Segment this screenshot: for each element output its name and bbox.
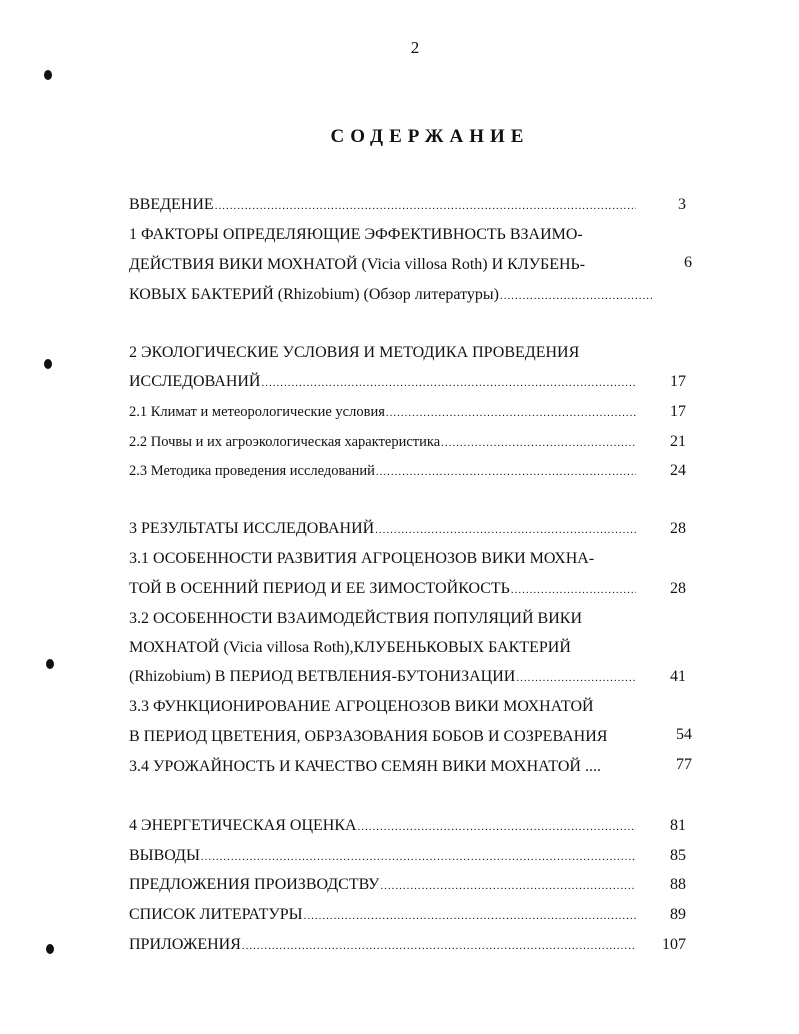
toc-entry-section-3-1-line1: [129, 548, 692, 570]
binder-hole-mark: [46, 659, 54, 669]
toc-leader-dots: [386, 401, 636, 424]
toc-entry-text: В ПЕРИОД ЦВЕТЕНИЯ, ОБРЗАЗОВАНИЯ БОБОВ И СОЗРЕВАНИЯ: [129, 728, 608, 745]
toc-entry-page: 77: [676, 756, 692, 773]
toc-entry-page: 85: [670, 847, 686, 864]
binder-hole-mark: [44, 359, 52, 369]
toc-entry-page: 17: [670, 373, 686, 390]
toc-entry-text: 2.1 Климат и метеорологические условия: [129, 404, 385, 420]
toc-entry-page: 6: [684, 254, 692, 271]
toc-entry-section-2-2: [129, 431, 692, 454]
toc-entry-section-3-4: [129, 756, 692, 778]
toc-entry-conclusions: [129, 845, 692, 868]
toc-entry-text: ПРЕДЛОЖЕНИЯ ПРОИЗВОДСТВУ: [129, 876, 380, 893]
toc-entry-text: (Rhizobium) В ПЕРИОД ВЕТВЛЕНИЯ-БУТОНИЗАЦИИ: [129, 668, 516, 685]
toc-leader-dots: [441, 431, 636, 454]
toc-leader-dots: [201, 845, 636, 868]
toc-entry-page: 28: [670, 580, 686, 597]
binder-hole-mark: [44, 70, 52, 80]
toc-leader-dots: [358, 815, 636, 838]
toc-leader-dots: [304, 904, 636, 927]
toc-entry-text: 3.2 ОСОБЕННОСТИ ВЗАИМОДЕЙСТВИЯ ПОПУЛЯЦИЙ ВИКИ: [129, 610, 582, 627]
toc-entry-text: ПРИЛОЖЕНИЯ: [129, 936, 241, 953]
toc-entry-page: 3: [678, 196, 686, 213]
toc-entry-page: 21: [670, 433, 686, 450]
toc-entry-text: СПИСОК ЛИТЕРАТУРЫ: [129, 906, 303, 923]
toc-entry-text: ТОЙ В ОСЕННИЙ ПЕРИОД И ЕЕ ЗИМОСТОЙКОСТЬ: [129, 580, 510, 597]
toc-entry-page: 54: [676, 726, 692, 743]
toc-entry-proposals: [129, 874, 692, 897]
toc-entry-intro: [129, 194, 692, 217]
toc-entry-references: [129, 904, 692, 927]
toc-entry-section-3-2-line3: [129, 666, 692, 689]
toc-entry-text: 2 ЭКОЛОГИЧЕСКИЕ УСЛОВИЯ И МЕТОДИКА ПРОВЕДЕНИЯ: [129, 344, 580, 361]
toc-entry-chapter3: [129, 518, 692, 541]
toc-entry-text: ВЫВОДЫ: [129, 847, 200, 864]
toc-entry-text: 4 ЭНЕРГЕТИЧЕСКАЯ ОЦЕНКА: [129, 817, 357, 834]
toc-entry-chapter1-line2: [129, 254, 692, 276]
toc-entry-page: 17: [670, 403, 686, 420]
page-number: 2: [410, 38, 420, 57]
toc-entry-text: ВВЕДЕНИЕ: [129, 196, 214, 213]
toc-leader-dots: [242, 934, 636, 957]
page-title: СОДЕРЖАНИЕ: [330, 126, 530, 147]
toc-entry-page: 89: [670, 906, 686, 923]
toc-entry-section-3-2-line1: [129, 608, 692, 630]
toc-entry-chapter2-line1: [129, 342, 692, 364]
toc-leader-dots: [215, 194, 636, 217]
toc-entry-section-3-3-line1: [129, 696, 692, 718]
binder-hole-mark: [46, 944, 54, 954]
toc-entry-page: 28: [670, 520, 686, 537]
toc-leader-dots: [516, 666, 636, 689]
toc-entry-text: 3.1 ОСОБЕННОСТИ РАЗВИТИЯ АГРОЦЕНОЗОВ ВИКИ МОХНА-: [129, 550, 595, 567]
toc-entry-section-2-1: [129, 401, 692, 424]
toc-entry-page: 88: [670, 876, 686, 893]
toc-entry-page: 81: [670, 817, 686, 834]
toc-entry-section-3-2-line2: [129, 637, 692, 659]
toc-entry-page: 24: [670, 462, 686, 479]
toc-leader-dots: [261, 371, 636, 394]
toc-entry-text: КОВЫХ БАКТЕРИЙ (Rhizobium) (Обзор литературы): [129, 286, 499, 303]
toc-entry-text: 3.3 ФУНКЦИОНИРОВАНИЕ АГРОЦЕНОЗОВ ВИКИ МОХНАТОЙ: [129, 698, 594, 715]
toc-entry-section-3-3-line2: [129, 726, 692, 748]
toc-entry-page: 41: [670, 668, 686, 685]
toc-entry-chapter4: [129, 815, 692, 838]
toc-leader-dots: [511, 578, 636, 601]
toc-entry-text: 3.4 УРОЖАЙНОСТЬ И КАЧЕСТВО СЕМЯН ВИКИ МОХНАТОЙ ....: [129, 758, 601, 775]
toc-entry-text: МОХНАТОЙ (Vicia villosa Roth),КЛУБЕНЬКОВЫХ БАКТЕРИЙ: [129, 639, 571, 656]
toc-leader-dots: [380, 874, 636, 897]
toc-entry-text: 1 ФАКТОРЫ ОПРЕДЕЛЯЮЩИЕ ЭФФЕКТИВНОСТЬ ВЗАИМО-: [129, 226, 583, 243]
toc-entry-chapter1-line1: [129, 224, 692, 246]
toc-entry-page: 107: [662, 936, 686, 953]
toc-entry-appendices: [129, 934, 692, 957]
toc-entry-text: 3 РЕЗУЛЬТАТЫ ИССЛЕДОВАНИЙ: [129, 520, 375, 537]
toc-leader-dots: [500, 284, 654, 307]
toc-entry-section-3-1-line2: [129, 578, 692, 601]
toc-entry-text: ИССЛЕДОВАНИЙ: [129, 373, 261, 390]
toc-entry-text: 2.2 Почвы и их агроэкологическая характеристика: [129, 434, 441, 450]
toc-leader-dots: [375, 518, 636, 541]
toc-leader-dots: [376, 460, 636, 483]
toc-entry-section-2-3: [129, 460, 692, 483]
toc-entry-chapter2-line2: [129, 371, 692, 394]
toc-entry-text: 2.3 Методика проведения исследований: [129, 463, 375, 479]
toc-entry-chapter1-line3: [129, 284, 692, 307]
toc-entry-text: ДЕЙСТВИЯ ВИКИ МОХНАТОЙ (Vicia villosa Roth) И КЛУБЕНЬ-: [129, 256, 586, 273]
